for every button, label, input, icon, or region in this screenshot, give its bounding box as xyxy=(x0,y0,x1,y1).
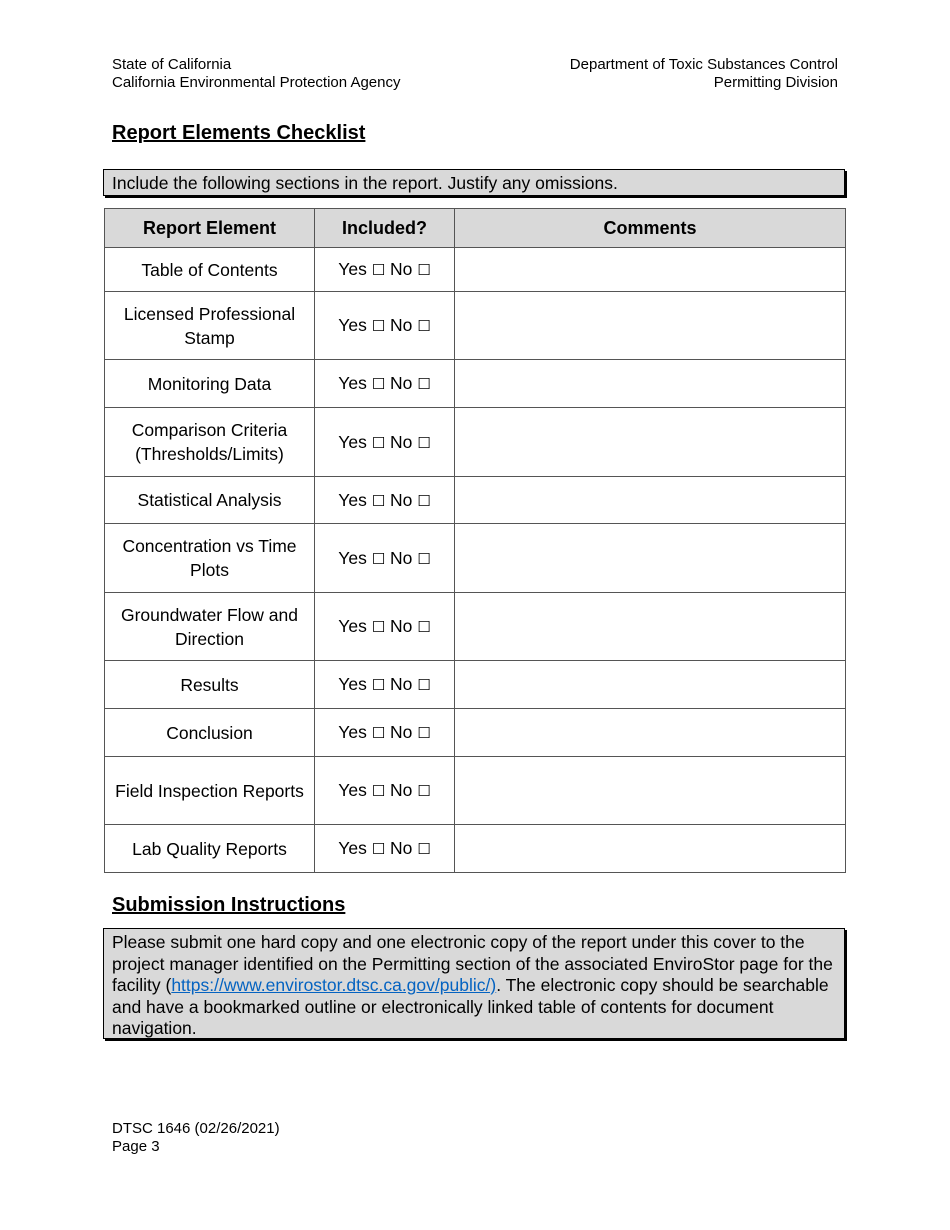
table-row xyxy=(105,248,846,292)
comments-cell[interactable] xyxy=(455,292,846,360)
yes-checkbox[interactable]: ☐ xyxy=(371,375,386,393)
report-element-cell xyxy=(105,593,315,661)
footer-form-id: DTSC 1646 (02/26/2021) xyxy=(112,1120,280,1137)
included-cell xyxy=(315,248,455,292)
comments-cell[interactable] xyxy=(455,661,846,709)
header-department: Department of Toxic Substances Control xyxy=(569,56,838,73)
report-element-label: Lab Quality Reports xyxy=(132,838,287,859)
column-header-element: Report Element xyxy=(105,209,315,248)
checklist-instruction: Include the following sections in the report. Justify any omissions. xyxy=(103,169,845,196)
table-row xyxy=(105,292,846,360)
report-element-cell xyxy=(105,408,315,477)
yes-checkbox[interactable]: ☐ xyxy=(371,491,386,510)
included-cell xyxy=(315,292,455,360)
submission-text-after: . The electronic copy should be searchable and have a bookmarked outline or electronically linked table of contents for document navigation. xyxy=(112,975,829,1038)
yes-label: Yes xyxy=(338,674,367,694)
report-element-cell xyxy=(105,292,315,360)
yes-checkbox[interactable]: ☐ xyxy=(371,724,386,742)
yes-label: Yes xyxy=(338,547,367,568)
report-element-cell xyxy=(105,360,315,408)
footer-page-number: Page 3 xyxy=(112,1138,160,1155)
submission-instructions xyxy=(103,928,845,1039)
report-element-cell xyxy=(105,757,315,825)
yes-label: Yes xyxy=(338,259,367,279)
submission-title: Submission Instructions xyxy=(112,894,346,916)
yes-label: Yes xyxy=(338,489,367,510)
report-element-label: Conclusion xyxy=(166,722,253,743)
included-cell xyxy=(315,825,455,873)
table-row xyxy=(105,408,846,477)
report-element-cell xyxy=(105,248,315,292)
yes-label: Yes xyxy=(338,373,367,393)
report-element-label: Licensed Professional Stamp xyxy=(123,303,296,348)
checklist-body xyxy=(105,248,846,873)
comments-cell[interactable] xyxy=(455,408,846,477)
yes-label: Yes xyxy=(338,616,367,636)
table-row xyxy=(105,360,846,408)
header-division: Permitting Division xyxy=(713,74,838,91)
comments-cell[interactable] xyxy=(455,709,846,757)
no-checkbox[interactable]: ☐ xyxy=(417,261,431,279)
no-label: No xyxy=(390,616,413,636)
no-checkbox[interactable]: ☐ xyxy=(417,840,431,858)
no-checkbox[interactable]: ☐ xyxy=(417,549,431,568)
no-label: No xyxy=(390,373,413,393)
report-element-cell xyxy=(105,477,315,524)
table-header-row xyxy=(105,209,846,248)
yes-checkbox[interactable]: ☐ xyxy=(371,782,386,800)
no-checkbox[interactable]: ☐ xyxy=(417,433,431,452)
yes-checkbox[interactable]: ☐ xyxy=(371,618,386,636)
no-label: No xyxy=(390,489,413,510)
yes-label: Yes xyxy=(338,722,367,742)
checklist-title: Report Elements Checklist xyxy=(112,122,366,144)
yes-checkbox[interactable]: ☐ xyxy=(371,261,386,279)
table-row xyxy=(105,593,846,661)
report-element-cell xyxy=(105,825,315,873)
comments-cell[interactable] xyxy=(455,477,846,524)
report-element-label: Results xyxy=(180,674,239,695)
yes-label: Yes xyxy=(338,431,367,452)
comments-cell[interactable] xyxy=(455,360,846,408)
comments-cell[interactable] xyxy=(455,524,846,593)
included-cell xyxy=(315,661,455,709)
no-checkbox[interactable]: ☐ xyxy=(417,375,431,393)
report-element-cell xyxy=(105,709,315,757)
included-cell xyxy=(315,593,455,661)
no-label: No xyxy=(390,674,413,694)
no-checkbox[interactable]: ☐ xyxy=(417,618,431,636)
no-checkbox[interactable]: ☐ xyxy=(417,676,431,694)
yes-checkbox[interactable]: ☐ xyxy=(371,317,386,335)
report-element-label: Groundwater Flow and Direction xyxy=(120,604,299,649)
header-agency: California Environmental Protection Agency xyxy=(112,74,401,91)
checklist-table xyxy=(104,208,846,873)
report-element-cell xyxy=(105,661,315,709)
table-row xyxy=(105,825,846,873)
included-cell xyxy=(315,408,455,477)
report-element-label: Field Inspection Reports xyxy=(115,780,304,801)
yes-checkbox[interactable]: ☐ xyxy=(371,840,386,858)
table-row xyxy=(105,477,846,524)
included-cell xyxy=(315,524,455,593)
no-label: No xyxy=(390,315,413,335)
no-checkbox[interactable]: ☐ xyxy=(417,782,431,800)
submission-text-before: Please submit one hard copy and one electronic copy of the report under this cover to the project manager identified on the Permitting section of the associated EnviroStor page for the facility ( xyxy=(112,932,833,995)
yes-label: Yes xyxy=(338,780,367,800)
table-row xyxy=(105,524,846,593)
no-label: No xyxy=(390,547,413,568)
report-element-label: Table of Contents xyxy=(141,259,278,280)
table-row xyxy=(105,757,846,825)
no-label: No xyxy=(390,780,413,800)
table-row xyxy=(105,661,846,709)
no-label: No xyxy=(390,259,413,279)
no-checkbox[interactable]: ☐ xyxy=(417,317,431,335)
column-header-included: Included? xyxy=(315,209,455,248)
comments-cell[interactable] xyxy=(455,757,846,825)
report-element-label: Concentration vs Time Plots xyxy=(122,536,297,580)
included-cell xyxy=(315,477,455,524)
table-row xyxy=(105,709,846,757)
footer xyxy=(112,1120,280,1156)
report-element-label: Statistical Analysis xyxy=(137,490,282,510)
comments-cell[interactable] xyxy=(455,825,846,873)
no-label: No xyxy=(390,431,413,452)
column-header-comments: Comments xyxy=(455,209,846,248)
no-checkbox[interactable]: ☐ xyxy=(417,724,431,742)
report-element-cell xyxy=(105,524,315,593)
included-cell xyxy=(315,709,455,757)
yes-label: Yes xyxy=(338,838,367,858)
header-right xyxy=(570,56,838,92)
envirostor-link[interactable]: https://www.envirostor.dtsc.ca.gov/public/) xyxy=(171,975,497,995)
yes-checkbox[interactable]: ☐ xyxy=(371,549,386,568)
comments-cell[interactable] xyxy=(455,593,846,661)
yes-checkbox[interactable]: ☐ xyxy=(371,433,386,452)
comments-cell[interactable] xyxy=(455,248,846,292)
included-cell xyxy=(315,757,455,825)
no-checkbox[interactable]: ☐ xyxy=(417,491,431,510)
yes-label: Yes xyxy=(338,315,367,335)
report-element-label: Comparison Criteria (Thresholds/Limits) xyxy=(131,420,288,464)
included-cell xyxy=(315,360,455,408)
header-state: State of California xyxy=(112,56,232,73)
yes-checkbox[interactable]: ☐ xyxy=(371,676,386,694)
report-element-label: Monitoring Data xyxy=(147,373,272,394)
no-label: No xyxy=(390,838,413,858)
no-label: No xyxy=(390,722,413,742)
header-left xyxy=(112,56,401,92)
